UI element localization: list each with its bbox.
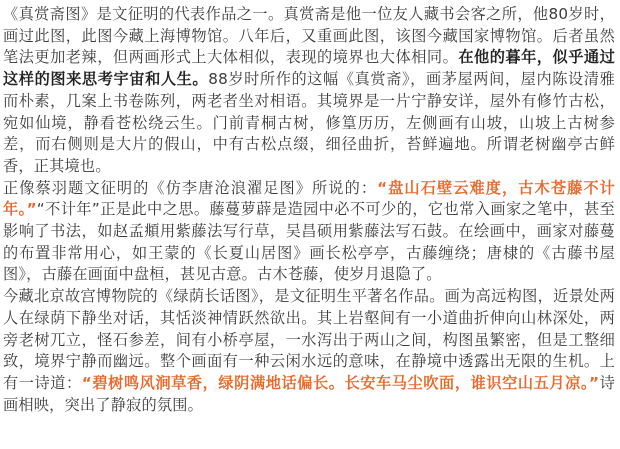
paragraph-1-bold-text: 在他的暮年，似乎通过这样的图来思考宇宙和人生。 xyxy=(3,48,615,89)
paragraph-2-text: 正像蔡羽题文征明的《仿李唐沧浪濯足图》所说的： xyxy=(3,178,378,197)
article-body xyxy=(3,4,615,416)
paragraph-2 xyxy=(3,178,615,287)
paragraph-2-continued-text: “不计年”正是此中之思。藤蔓萝薜是造园中必不可少的，它也常入画家之笔中，甚至影响了书法，如赵孟頫用紫藤法写行草，吴昌硕用紫藤法写石鼓。在绘画中，画家对藤蔓的布置非常用心，如王蒙的《长夏山居图》画长松亭亭，古藤缠绕；唐棣的《古藤书屋图》，古藤在画面中盘桓，甚见古意。古木苍藤，使岁月退隐了。 xyxy=(3,200,615,284)
paragraph-3-continued-text: 诗画相映，突出了静寂的氛围。 xyxy=(3,373,615,414)
paragraph-1 xyxy=(3,4,615,178)
paragraph-3-highlight-poem: “碧树鸣风涧草香，绿阴满地话偏长。长安车马尘吹面，谁识空山五月凉。” xyxy=(81,373,600,392)
paragraph-1-continued-text: 88岁时所作的这幅《真赏斋》，画茅屋两间，屋内陈设清雅而朴素，几案上书卷陈列，两老者坐对相语。其境界是一片宁静安详，屋外有修竹古松，宛如仙境，静看苍松绕云生。门前青桐古树，修篁历历，左侧画有山坡，山坡上古树参差，而右侧则是大片的假山，中有古松点缀，细径曲折，苔鲜遍地。所谓老树幽亭古鲜香，正其境也。 xyxy=(3,70,615,175)
paragraph-1-text: 《真赏斋图》是文征明的代表作品之一。真赏斋是他一位友人藏书会客之所，他80岁时，画过此图，此图今藏上海博物馆。八年后，又重画此图，该图今藏国家博物馆。后者虽然笔法更加老辣，但两画形式上大体相似，表现的境界也大体相同。 xyxy=(3,5,615,67)
paragraph-3-text: 今藏北京故宫博物院的《绿荫长话图》，是文征明生平著名作品。画为高远构图，近景处两人在绿荫下静坐对话，其恬淡神情跃然欲出。其上岩壑间有一小道曲折伸向山林深处，两旁老树兀立，怪石参差，间有小桥亭屋，一水泻出于两山之间，构图虽繁密，但是工整细致，境界宁静而幽远。整个画面有一种云闲水远的意味，在静境中透露出无限的生机。上有一诗道： xyxy=(3,287,615,392)
paragraph-2-highlight-quote: “盘山石壁云难度，古木苍藤不计年。” xyxy=(3,178,616,219)
paragraph-3 xyxy=(3,286,615,416)
